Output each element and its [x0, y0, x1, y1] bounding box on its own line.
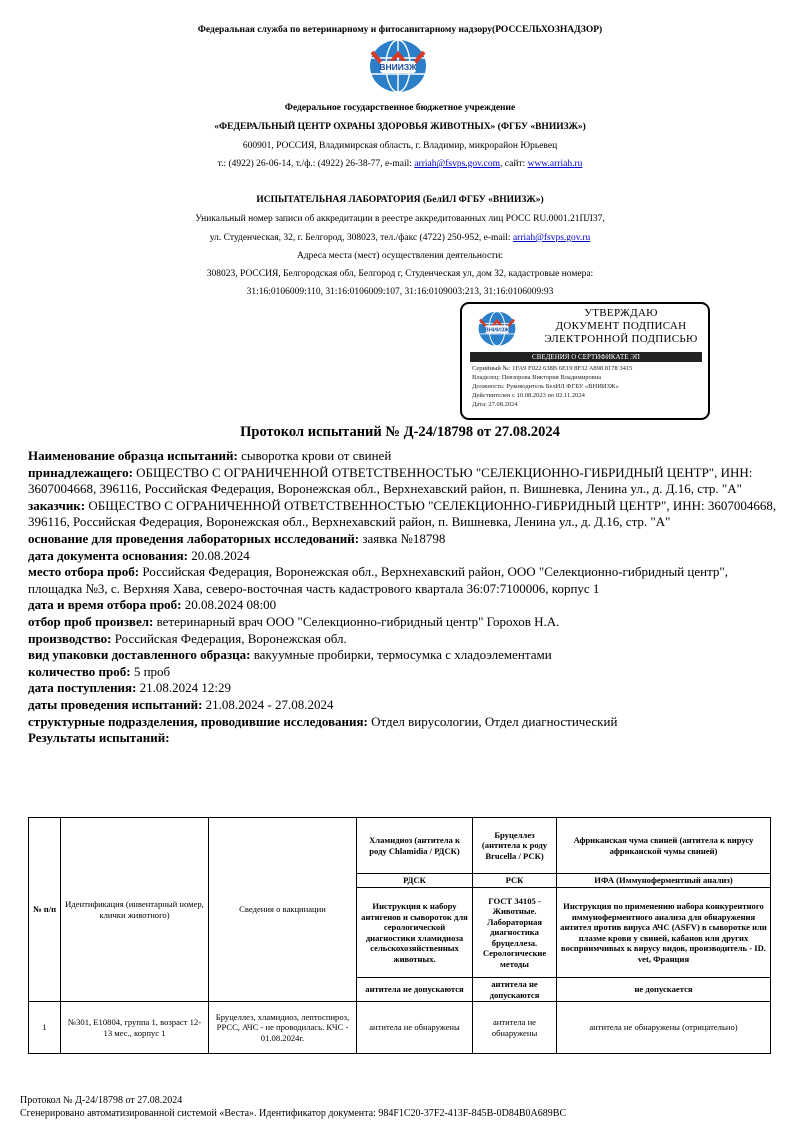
- field-value: Отдел вирусологии, Отдел диагностический: [367, 713, 618, 729]
- field-production: [28, 631, 778, 648]
- field-sampling-datetime: [28, 597, 778, 614]
- field-label: дата документа основания:: [28, 547, 188, 563]
- field-label: дата и время отбора проб:: [28, 597, 182, 613]
- field-sampler: [28, 614, 778, 631]
- field-label: заказчик:: [28, 497, 86, 513]
- field-value: сыворотка крови от свиней: [237, 448, 392, 463]
- field-sample-name: [28, 448, 778, 465]
- asf-doc: Инструкция по применению набора конкурентного иммуноферментного анализа для обнаружения антител против вируса АЧС (ASFV) в сыворотке или плазме крови у свиней, кабанов или других восприимчивых к вирусу видов, производитель - ID. vet, Франция: [557, 888, 771, 978]
- lab-activity-label: Адреса места (мест) осуществления деятельности:: [296, 251, 504, 261]
- field-label: производство:: [28, 630, 112, 646]
- lab-address: [0, 232, 800, 245]
- contacts-prefix: т.: (4922) 26-06-14, т./ф.: (4922) 26-38-77, e-mail:: [217, 159, 415, 169]
- field-basis-date: [28, 548, 778, 565]
- lab-email-link[interactable]: arriah@fsvps.gov.ru: [512, 233, 591, 243]
- stamp-logo: [476, 310, 518, 350]
- field-label: количество проб:: [28, 663, 131, 679]
- stamp-logo-text: ВНИИЗЖ: [484, 327, 510, 334]
- field-label: основание для проведения лабораторных исследований:: [28, 530, 360, 546]
- row-identification: №301, Е10804, группа 1, возраст 12-13 мес., корпус 1: [61, 1002, 209, 1054]
- brucella-norm: антитела не допускаются: [473, 978, 557, 1002]
- col-number-header: № п/п: [29, 818, 61, 1002]
- field-value: ветеринарный врач ООО "Селекционно-гибридный центр" Горохов Н.А.: [153, 613, 560, 629]
- stamp-cert-bar: СВЕДЕНИЯ О СЕРТИФИКАТЕ ЭП: [470, 352, 702, 362]
- field-value: Российская Федерация, Воронежская обл., Верхнехавский район, ООО "Селекционно-гибридный центр", площадка №3, с. Верхняя Хава, северо-восточная часть кадастрового квартала 36:07:7100006, корпус 1: [28, 564, 728, 596]
- field-value: ОБЩЕСТВО С ОГРАНИЧЕННОЙ ОТВЕТСТВЕННОСТЬЮ "СЕЛЕКЦИОННО-ГИБРИДНЫЙ ЦЕНТР", ИНН: 3607004668, 396116, Российская Федерация, Воронежская обл., Верхнехавский район, п. Вишневка, Ленина ул., д. Д.16, стр. "А": [28, 464, 753, 497]
- field-value: 5 проб: [130, 663, 171, 679]
- row-vaccination: Бруцеллез, хламидиоз, лептоспироз, РРСС, АЧС - не проводилась. КЧС - 01.08.2024г.: [209, 1002, 357, 1054]
- col-identification-header: Идентификация (инвентарный номер, клички животного): [61, 818, 209, 1002]
- row-chlamydia-result: антитела не обнаружены: [357, 1002, 473, 1054]
- institution-address: 600901, РОССИЯ, Владимирская область, г. Владимир, микрорайон Юрьевец: [242, 141, 558, 151]
- site-prefix: , сайт:: [500, 159, 528, 169]
- field-basis: [28, 531, 778, 548]
- lab-activity-address: 308023, РОССИЯ, Белгородская обл, Белгород г, Студенческая ул, дом 32, кадастровые номера:: [206, 269, 594, 279]
- field-value: 20.08.2024: [187, 547, 250, 563]
- stamp-serial: Серийный №: 1FA9 F022 638B 6E19 8F32 A898 8178 3415: [472, 365, 633, 372]
- footer-protocol: Протокол № Д-24/18798 от 27.08.2024: [20, 1095, 183, 1106]
- institution-site-link[interactable]: www.arriah.ru: [527, 159, 583, 169]
- row-brucella-result: антитела не обнаружены: [473, 1002, 557, 1054]
- stamp-approve: УТВЕРЖДАЮ: [584, 307, 658, 319]
- field-value: заявка №18798: [359, 530, 446, 546]
- logo-text: ВНИИЗЖ: [379, 62, 417, 72]
- stamp-electronic: ЭЛЕКТРОННОЙ ПОДПИСЬЮ: [544, 333, 698, 345]
- field-value: 21.08.2024 12:29: [136, 680, 232, 696]
- table-row: [29, 1002, 771, 1054]
- brucella-method: РСК: [473, 874, 557, 888]
- stamp-cert-details: [472, 364, 632, 409]
- field-sampling-place: [28, 564, 778, 597]
- asf-norm: не допускается: [557, 978, 771, 1002]
- field-value: Российская Федерация, Воронежская обл.: [111, 630, 347, 646]
- lab-address-text: ул. Студенческая, 32, г. Белгород, 308023, тел./факс (4722) 250-952, e-mail:: [209, 233, 513, 243]
- asf-title: Африканская чума свиней (антитела к вирусу африканской чумы свиней): [557, 818, 771, 874]
- field-label: дата поступления:: [28, 680, 137, 696]
- field-value: 20.08.2024 08:00: [181, 597, 277, 613]
- field-value: вакуумные пробирки, термосумка с хладоэлементами: [250, 647, 552, 663]
- stamp-owner: Владелец: Певзорова Виктория Владимировна: [472, 374, 602, 381]
- results-heading: [28, 730, 778, 747]
- stamp-signed: ДОКУМЕНТ ПОДПИСАН: [555, 320, 687, 332]
- row-number: 1: [29, 1002, 61, 1054]
- field-received-date: [28, 680, 778, 697]
- field-label: место отбора проб:: [28, 564, 140, 580]
- agency-name: Федеральная служба по ветеринарному и фитосанитарному надзору(РОССЕЛЬХОЗНАДЗОР): [197, 25, 603, 35]
- chlamydia-norm: антитела не допускаются: [357, 978, 473, 1002]
- field-owner: [28, 465, 778, 498]
- field-value: ОБЩЕСТВО С ОГРАНИЧЕННОЙ ОТВЕТСТВЕННОСТЬЮ "СЕЛЕКЦИОННО-ГИБРИДНЫЙ ЦЕНТР", ИНН: 3607004668, 396116, Российская Федерация, Воронежская обл., Верхнехавский район, п. Вишневка, Ленина ул., д. Д.16, стр. "А": [28, 497, 777, 530]
- stamp-position: Должность: Руководитель БелИЛ ФГБУ «ВНИИЗЖ»: [472, 383, 619, 390]
- table-header-row: [29, 818, 771, 874]
- field-label: отбор проб произвел:: [28, 613, 154, 629]
- field-test-dates: [28, 697, 778, 714]
- row-asf-result: антитела не обнаружены (отрицательно): [557, 1002, 771, 1054]
- institution-contacts: [0, 158, 800, 171]
- field-label: Наименование образца испытаний:: [28, 448, 238, 463]
- field-customer: [28, 498, 778, 531]
- chlamydia-method: РДСК: [357, 874, 473, 888]
- footer-generated: Сгенерировано автоматизированной системой «Веста». Идентификатор документа: 984F1C20-37F2-413F-845B-0D84B0A689BC: [20, 1108, 567, 1119]
- asf-method: ИФА (Иммуноферментный анализ): [557, 874, 771, 888]
- field-label: вид упаковки доставленного образца:: [28, 647, 251, 663]
- chlamydia-doc: Инструкция к набору антигенов и сывороток для серологической диагностики хламидиоза сельскохозяйственных животных.: [357, 888, 473, 978]
- institution-name: «ФЕДЕРАЛЬНЫЙ ЦЕНТР ОХРАНЫ ЗДОРОВЬЯ ЖИВОТНЫХ» (ФГБУ «ВНИИЗЖ»): [214, 122, 586, 132]
- field-label: даты проведения испытаний:: [28, 696, 203, 712]
- brucella-doc: ГОСТ 34105 - Животные. Лабораторная диагностика бруцеллеза. Серологические методы: [473, 888, 557, 978]
- results-table: [28, 817, 771, 1054]
- sample-info: [28, 448, 778, 747]
- col-vaccination-header: Сведения о вакцинации: [209, 818, 357, 1002]
- field-packaging: [28, 647, 778, 664]
- lab-accreditation: Уникальный номер записи об аккредитации в реестре аккредитованных лиц РОСС RU.0001.21ПЛ37,: [195, 214, 605, 224]
- lab-cadastral-numbers: 31:16:0106009:110, 31:16:0106009:107, 31:16:0109003:213, 31:16:0106009:93: [246, 287, 554, 297]
- vniizzh-logo: [366, 38, 430, 98]
- protocol-title: Протокол испытаний № Д-24/18798 от 27.08.2024: [240, 424, 560, 440]
- brucella-title: Бруцеллез (антитела к роду Brucella / РСК): [473, 818, 557, 874]
- field-departments: [28, 714, 778, 731]
- field-label: структурные подразделения, проводившие исследования:: [28, 713, 368, 729]
- institution-type: Федеральное государственное бюджетное учреждение: [284, 103, 516, 113]
- chlamydia-title: Хламидиоз (антитела к роду Chlamidia / РДСК): [357, 818, 473, 874]
- field-label: Результаты испытаний:: [28, 730, 170, 746]
- lab-name: ИСПЫТАТЕЛЬНАЯ ЛАБОРАТОРИЯ (БелИЛ ФГБУ «ВНИИЗЖ»): [256, 195, 544, 205]
- signature-stamp: [460, 302, 710, 420]
- field-label: принадлежащего:: [28, 464, 133, 480]
- stamp-date: Дата: 27.08.2024: [472, 401, 518, 408]
- institution-email-link[interactable]: arriah@fsvps.gov.com: [414, 159, 501, 169]
- stamp-valid: Действителен с 10.08.2023 по 02.11.2024: [472, 392, 585, 399]
- field-value: 21.08.2024 - 27.08.2024: [202, 696, 334, 712]
- field-sample-count: [28, 664, 778, 681]
